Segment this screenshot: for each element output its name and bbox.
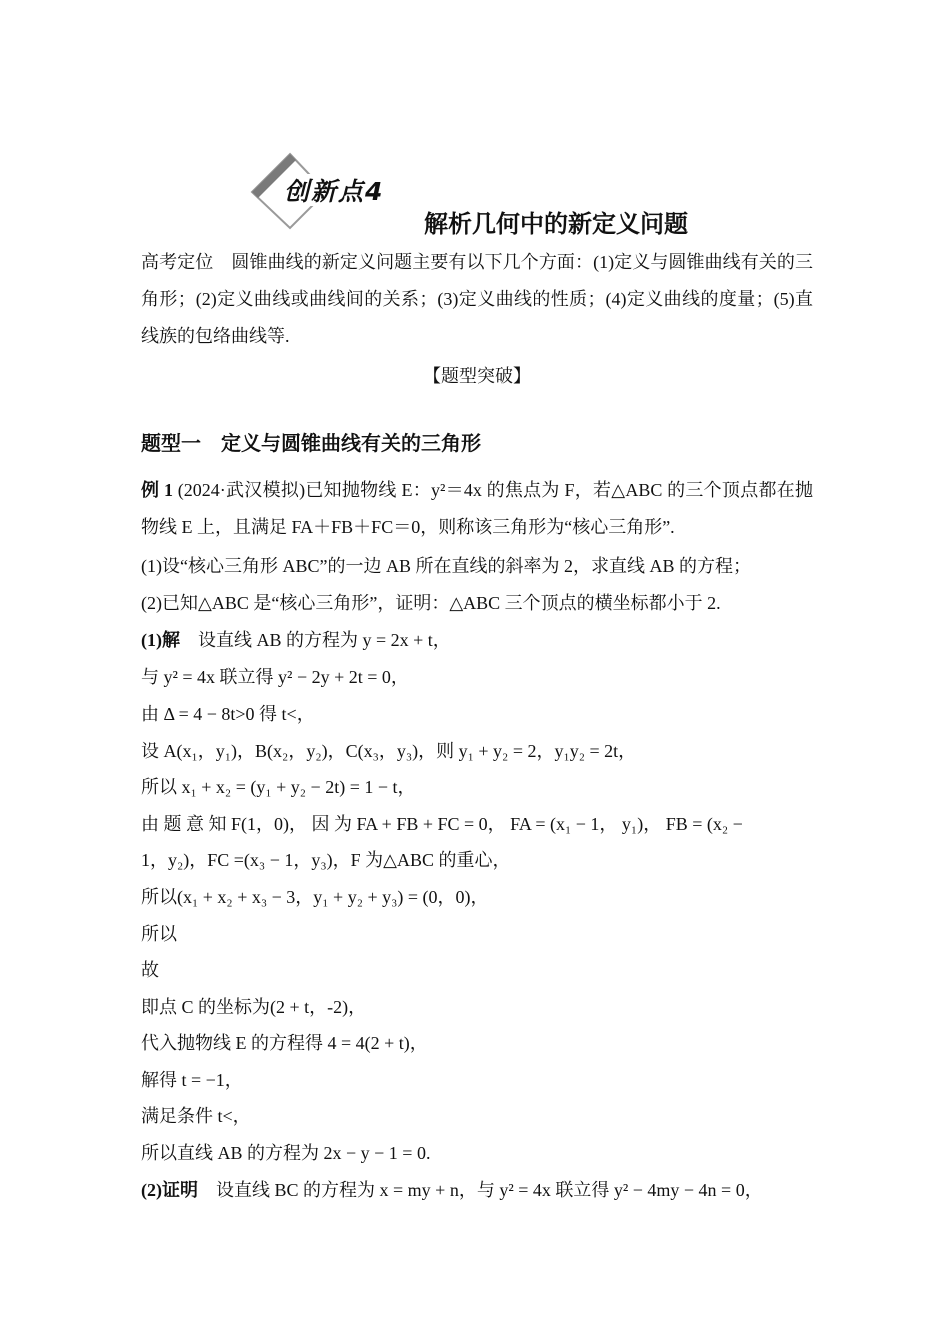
solution-line: 代入抛物线 E 的方程得 4 = 4(2 + t)， (141, 1033, 428, 1053)
solution-first-line: 设直线 AB 的方程为 y = 2x + t， (180, 630, 451, 650)
solution-line: 由 Δ = 4 − 8t>0 得 t<， (141, 704, 315, 724)
question-2: (2)已知△ABC 是“核心三角形”，证明：△ABC 三个顶点的横坐标都小于 2. (141, 593, 721, 613)
solution-line: 所以 x₁ + x₂ = (y₁ + y₂ − 2t) = 1 − t， (141, 777, 416, 797)
solution-line: 解得 t = −1， (141, 1070, 243, 1090)
badge-label: 创新点4 (284, 177, 385, 206)
page-title: 解析几何中的新定义问题 (424, 210, 688, 238)
type-heading: 题型一 定义与圆锥曲线有关的三角形 (141, 431, 481, 455)
solution-line: 由 题 意 知 F(1，0)， 因 为 FA + FB + FC = 0， FA = (x₁ − 1， y₁)， FB = (x₂ − (141, 814, 743, 834)
solution-1-start (141, 626, 813, 652)
solution-line: 所以直线 AB 的方程为 2x − y − 1 = 0. (141, 1143, 431, 1163)
example-text: (2024·武汉模拟)已知抛物线 E：y²＝4x 的焦点为 F，若△ABC 的三个顶点都在抛物线 E 上，且满足 FA＋FB＋FC＝0，则称该三角形为“核心三角形”. (141, 480, 813, 537)
solution-line: 1，y₂)，FC =(x₃ − 1，y₃)，F 为△ABC 的重心， (141, 850, 511, 870)
example-statement (141, 472, 813, 546)
solution-line: 与 y² = 4x 联立得 y² − 2y + 2t = 0， (141, 667, 409, 687)
example-label: 例 1 (141, 480, 174, 500)
solution-line: 即点 C 的坐标为(2 + t，-2)， (141, 997, 367, 1017)
section-label: 【题型突破】 (423, 366, 531, 386)
solution-line: 满足条件 t<， (141, 1106, 251, 1126)
solution-line: 所以(x₁ + x₂ + x₃ − 3，y₁ + y₂ + y₃) = (0，0)， (141, 887, 489, 907)
innovation-badge (246, 152, 416, 232)
solution-line: 故 (141, 960, 159, 980)
solution-line: 所以 (141, 924, 177, 944)
solution-label: (1)解 (141, 630, 180, 650)
proof-label: (2)证明 (141, 1180, 198, 1200)
proof-2-start (141, 1176, 813, 1202)
question-1: (1)设“核心三角形 ABC”的一边 AB 所在直线的斜率为 2，求直线 AB 的方程； (141, 556, 751, 576)
proof-first-line: 设直线 BC 的方程为 x = my + n，与 y² = 4x 联立得 y² − 4my − 4n = 0， (198, 1180, 763, 1200)
solution-line: 设 A(x₁，y₁)，B(x₂，y₂)，C(x₃，y₃)，则 y₁ + y₂ = 2，y₁y₂ = 2t， (141, 741, 637, 761)
intro-paragraph: 高考定位 圆锥曲线的新定义问题主要有以下几个方面：(1)定义与圆锥曲线有关的三角形；(2)定义曲线或曲线间的关系；(3)定义曲线的性质；(4)定义曲线的度量；(5)直线族的包络曲线等. (141, 252, 813, 346)
